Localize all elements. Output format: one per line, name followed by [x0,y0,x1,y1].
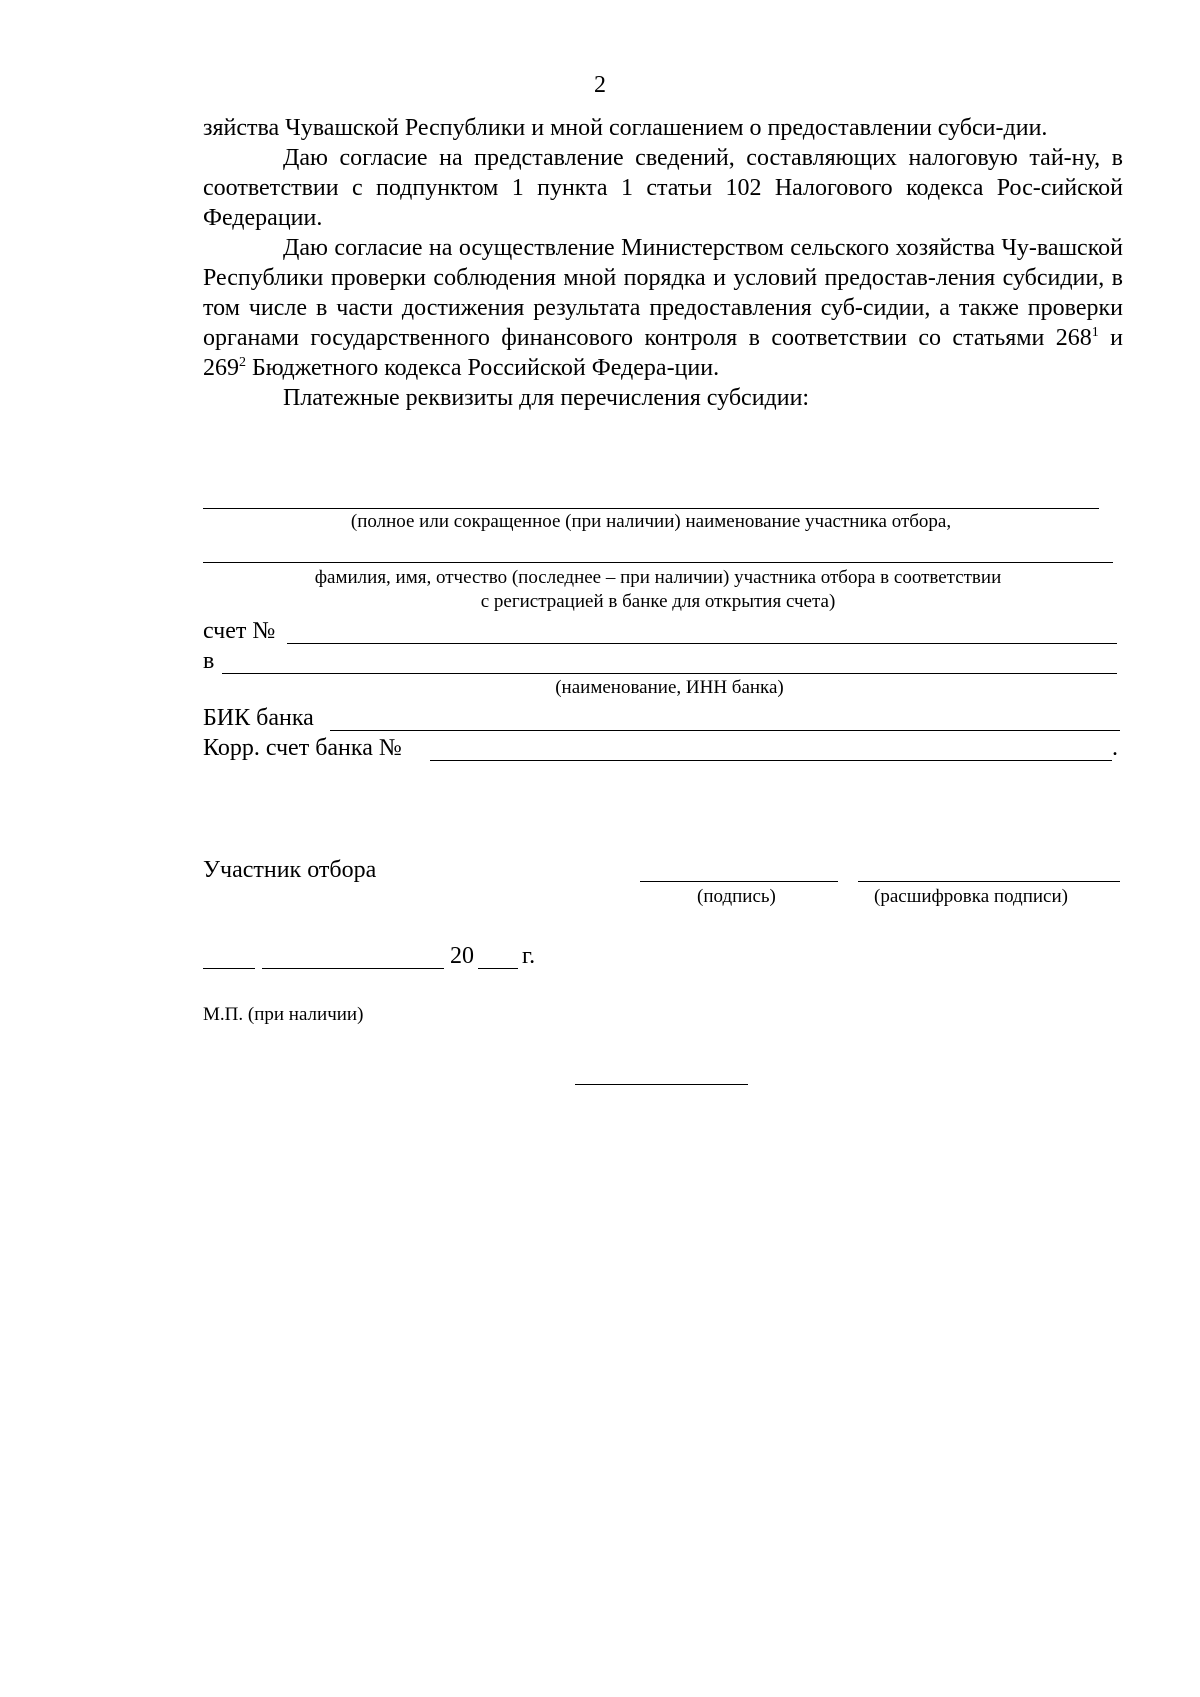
signature-decoding-line [858,881,1120,882]
inspection-text-part2: и 269 [203,325,1124,381]
stamp-note: М.П. (при наличии) [203,1004,364,1025]
bik-label: БИК банка [203,705,314,731]
corr-account-label: Корр. счет банка № [203,735,402,761]
account-number-label: счет № [203,618,276,644]
bank-name-caption: (наименование, ИНН банка) [555,677,784,698]
closing-separator [575,1084,748,1085]
account-number-line [287,643,1117,644]
inspection-text-part3: Бюджетного кодекса Российской Федера-ции. [246,355,720,381]
participant-label: Участник отбора [203,857,377,883]
superscript-2: 2 [239,355,246,370]
page-number: 2 [594,72,606,98]
paragraph-inspection-consent [203,233,1123,383]
recipient-name-line-2 [203,562,1113,563]
date-month-line [262,968,444,969]
document-body [203,113,1123,413]
signature-line [640,881,838,882]
paragraph-continuation: зяйства Чувашской Республики и мной соглашением о предоставлении субси-дии. [203,115,1048,141]
recipient-name-caption: (полное или сокращенное (при наличии) наименование участника отбора, [350,511,952,532]
date-year-line [478,968,518,969]
corr-account-end-dot: . [1112,735,1118,761]
paragraph-tax-consent: Даю согласие на представление сведений, составляющих налоговую тай-ну, в соответствии с подпунктом 1 пункта 1 статьи 102 Налогового кодекса Рос-сийской Федерации. [203,145,1123,231]
date-year-suffix: г. [522,943,536,969]
recipient-name-caption-2: фамилия, имя, отчество (последнее – при наличии) участника отбора в соответствии [314,567,1002,588]
recipient-name-line [203,508,1099,509]
payment-details-heading: Платежные реквизиты для перечисления субсидии: [283,385,810,411]
recipient-name-caption-3: с регистрацией в банке для открытия счета) [480,591,836,612]
bank-name-line [222,673,1117,674]
bank-label: в [203,648,215,674]
corr-account-line [430,760,1112,761]
date-day-line [203,968,255,969]
superscript-1: 1 [1091,325,1099,340]
inspection-text-part1: Даю согласие на осуществление Министерством сельского хозяйства Чу-вашской Республики проверки соблюдения мной порядка и условий предостав-ления субсидии, в том числе в части достижения результата предоставления суб-сидии, а также проверки органами государственного финансового контроля в соответствии со статьями 268 [203,235,1123,351]
bik-line [330,730,1120,731]
date-year-prefix: 20 [450,943,474,969]
signature-caption: (подпись) [697,886,776,907]
signature-decoding-caption: (расшифровка подписи) [874,886,1068,907]
